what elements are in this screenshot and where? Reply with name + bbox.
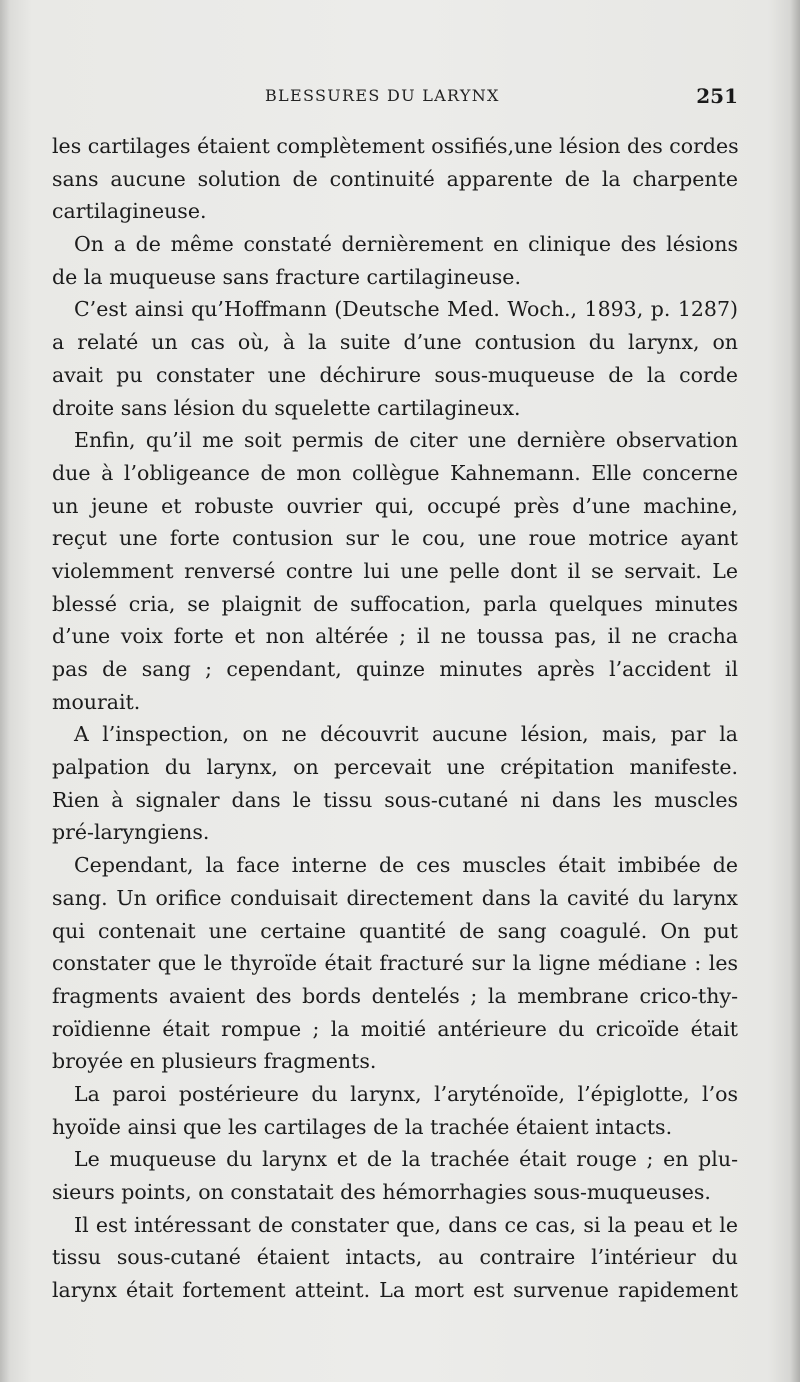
text-line: On a de même constaté dernièrement en clinique des lésions	[74, 232, 738, 257]
text-line: pré-laryngiens.	[52, 820, 210, 845]
page-edge-shadow-right	[790, 0, 800, 1382]
text-line: Rien à signaler dans le tissu sous-cutané ni dans les muscles	[52, 787, 738, 812]
text-line: constater que le thyroïde était fracturé sur la ligne médiane : les	[52, 951, 738, 976]
running-head	[52, 86, 738, 116]
text-line: blessé cria, se plaignit de suffocation, parla quelques minutes	[52, 591, 738, 616]
text-line: qui contenait une certaine quantité de sang coagulé. On put	[52, 918, 738, 943]
text-line: Cependant, la face interne de ces muscles était imbibée de	[74, 853, 738, 878]
text-line: sang. Un orifice conduisait directement dans la cavité du larynx	[52, 885, 738, 910]
text-line: C’est ainsi qu’Hoffmann (Deutsche Med. Woch., 1893, p. 1287)	[74, 297, 738, 322]
body-text	[52, 130, 738, 1307]
text-line: broyée en plusieurs fragments.	[52, 1049, 377, 1074]
text-line: a relaté un cas où, à la suite d’une contusion du larynx, on	[52, 330, 738, 355]
text-line: La paroi postérieure du larynx, l’aryténoïde, l’épiglotte, l’os	[74, 1081, 738, 1106]
text-line: A l’inspection, on ne découvrit aucune lésion, mais, par la	[74, 722, 738, 747]
text-line: pas de sang ; cependant, quinze minutes après l’accident il	[52, 657, 738, 681]
page-number: 251	[696, 84, 738, 108]
running-title: BLESSURES DU LARYNX	[265, 86, 500, 105]
text-line: due à l’obligeance de mon collègue Kahnemann. Elle concerne	[52, 460, 738, 485]
text-line: violemment renversé contre lui une pelle dont il se servait. Le	[52, 558, 738, 583]
text-line: mourait.	[52, 689, 141, 714]
text-line: sans aucune solution de continuité apparente de la charpente	[52, 166, 738, 191]
text-line: hyoïde ainsi que les cartilages de la trachée étaient intacts.	[52, 1114, 673, 1139]
text-line: Il est intéressant de constater que, dans ce cas, si la peau et le	[74, 1212, 738, 1237]
text-line: fragments avaient des bords dentelés ; la membrane crico-thy-	[52, 983, 738, 1008]
text-line: palpation du larynx, on percevait une crépitation manifeste.	[52, 755, 738, 780]
text-line: droite sans lésion du squelette cartilagineux.	[52, 395, 521, 420]
text-line: cartilagineuse.	[52, 199, 207, 224]
text-line: Enfin, qu’il me soit permis de citer une dernière observation	[74, 428, 738, 453]
text-line: Le muqueuse du larynx et de la trachée était rouge ; en plu-	[74, 1147, 738, 1172]
page-edge-shadow-left	[0, 0, 10, 1382]
text-line: d’une voix forte et non altérée ; il ne toussa pas, il ne cracha	[52, 624, 738, 649]
text-line: larynx était fortement atteint. La mort est survenue rapidement	[52, 1278, 738, 1303]
text-line: tissu sous-cutané étaient intacts, au contraire l’intérieur du	[52, 1245, 738, 1270]
text-line: de la muqueuse sans fracture cartilagineuse.	[52, 264, 521, 289]
text-line: reçut une forte contusion sur le cou, une roue motrice ayant	[52, 526, 738, 551]
text-line: roïdienne était rompue ; la moitié antérieure du cricoïde était	[52, 1016, 738, 1041]
text-line: avait pu constater une déchirure sous-muqueuse de la corde	[52, 362, 738, 387]
text-line: sieurs points, on constatait des hémorrhagies sous-muqueuses.	[52, 1180, 711, 1204]
text-line: les cartilages étaient complètement ossifiés,une lésion des cordes	[52, 134, 739, 158]
text-line: un jeune et robuste ouvrier qui, occupé près d’une machine,	[52, 493, 738, 518]
